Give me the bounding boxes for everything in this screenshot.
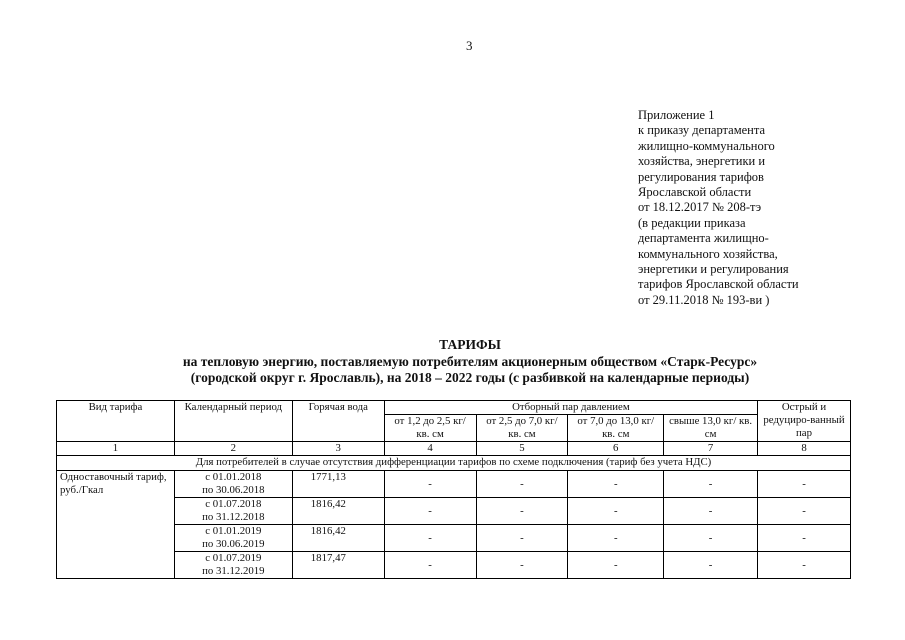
steam-value: - (384, 471, 476, 498)
period-to: по 30.06.2018 (202, 484, 265, 496)
hot-water-value: 1817,47 (292, 552, 384, 579)
appendix-line: от 29.11.2018 № 193-ви ) (638, 292, 770, 307)
header-steam-4: свыше 13,0 кг/ кв. см (664, 415, 758, 442)
sharp-steam-value: - (758, 498, 851, 525)
appendix-line: от 18.12.2017 № 208-тэ (638, 200, 762, 215)
appendix-line: жилищно-коммунального (638, 138, 775, 153)
steam-value: - (568, 552, 664, 579)
appendix-line: департамента жилищно- (638, 231, 769, 246)
table-row (57, 552, 851, 579)
period-cell (174, 525, 292, 552)
period-from: с 01.01.2018 (205, 471, 262, 483)
header-hot-water: Горячая вода (292, 401, 384, 442)
appendix-line: Приложение 1 (638, 108, 715, 122)
appendix-note (638, 108, 868, 308)
group-title: Для потребителей в случае отсутствия дифференциации тарифов по схеме подключения (тариф без учета НДС) (57, 456, 851, 471)
period-from: с 01.01.2019 (205, 525, 262, 537)
column-number: 1 (57, 442, 175, 456)
hot-water-value: 1816,42 (292, 525, 384, 552)
sharp-steam-value: - (758, 525, 851, 552)
steam-value: - (476, 498, 568, 525)
appendix-line: хозяйства, энергетики и (638, 154, 766, 169)
period-cell (174, 498, 292, 525)
group-row (57, 456, 851, 471)
sharp-steam-value: - (758, 552, 851, 579)
period-to: по 31.12.2018 (202, 511, 265, 523)
tariff-label: Одноставочный тариф, руб./Гкал (57, 471, 175, 579)
appendix-line: тарифов Ярославской области (638, 277, 799, 292)
steam-value: - (664, 498, 758, 525)
steam-value: - (476, 525, 568, 552)
header-steam-3: от 7,0 до 13,0 кг/ кв. см (568, 415, 664, 442)
appendix-line: (в редакции приказа (638, 215, 746, 230)
header-tariff-type: Вид тарифа (57, 401, 175, 442)
steam-value: - (476, 552, 568, 579)
column-number: 8 (758, 442, 851, 456)
header-sharp-steam: Острый и редуциро-ванный пар (758, 401, 851, 442)
period-from: с 01.07.2019 (205, 552, 262, 564)
steam-value: - (664, 471, 758, 498)
table-row (57, 525, 851, 552)
appendix-line: регулирования тарифов (638, 169, 764, 184)
title-heading: ТАРИФЫ (439, 337, 501, 352)
column-number: 3 (292, 442, 384, 456)
appendix-line: энергетики и регулирования (638, 262, 789, 277)
table-row (57, 471, 851, 498)
steam-value: - (384, 525, 476, 552)
appendix-line: коммунального хозяйства, (638, 246, 778, 261)
period-to: по 30.06.2019 (202, 538, 265, 550)
column-number: 5 (476, 442, 568, 456)
steam-value: - (476, 471, 568, 498)
hot-water-value: 1771,13 (292, 471, 384, 498)
title-subtitle: на тепловую энергию, поставляемую потребителям акционерным обществом «Старк-Ресурс» (182, 353, 758, 369)
steam-value: - (384, 498, 476, 525)
page-number: 3 (466, 38, 473, 53)
column-number: 6 (568, 442, 664, 456)
column-number-row (57, 442, 851, 456)
header-period: Календарный период (174, 401, 292, 442)
steam-value: - (664, 525, 758, 552)
period-cell (174, 552, 292, 579)
hot-water-value: 1816,42 (292, 498, 384, 525)
tariff-table (56, 400, 851, 579)
steam-value: - (664, 552, 758, 579)
document-title (40, 337, 900, 387)
appendix-line: Ярославской области (638, 185, 752, 200)
steam-value: - (568, 525, 664, 552)
appendix-line: к приказу департамента (638, 123, 766, 138)
steam-value: - (384, 552, 476, 579)
header-steam-1: от 1,2 до 2,5 кг/ кв. см (384, 415, 476, 442)
steam-value: - (568, 498, 664, 525)
column-number: 2 (174, 442, 292, 456)
column-number: 4 (384, 442, 476, 456)
period-cell (174, 471, 292, 498)
steam-value: - (568, 471, 664, 498)
column-number: 7 (664, 442, 758, 456)
sharp-steam-value: - (758, 471, 851, 498)
period-to: по 31.12.2019 (202, 565, 265, 577)
header-steam-group: Отборный пар давлением (384, 401, 757, 415)
table-row (57, 498, 851, 525)
period-from: с 01.07.2018 (205, 498, 262, 510)
title-subtitle-2: (городской округ г. Ярославль), на 2018 – 2022 годы (с разбивкой на календарные периоды) (190, 370, 750, 385)
header-steam-2: от 2,5 до 7,0 кг/ кв. см (476, 415, 568, 442)
